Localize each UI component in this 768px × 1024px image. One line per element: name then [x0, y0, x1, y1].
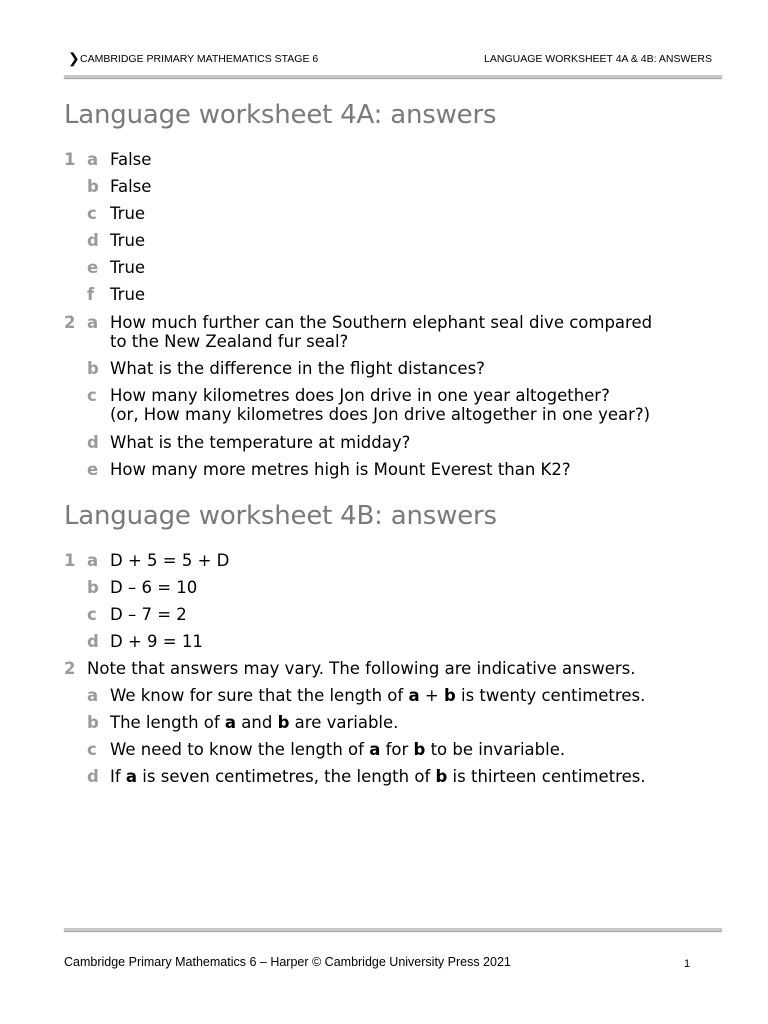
item-letter: b — [87, 578, 99, 597]
item-letter: d — [87, 433, 99, 452]
header-left-text: CAMBRIDGE PRIMARY MATHEMATICS STAGE 6 — [80, 53, 319, 65]
item-letter: a — [87, 313, 99, 332]
header-divider — [64, 75, 722, 78]
answer-text: We need to know the length of a for b to be invariable. — [110, 740, 566, 759]
answer-text: D + 9 = 11 — [110, 632, 203, 651]
item-letter: b — [87, 177, 99, 196]
item-letter: d — [87, 767, 99, 786]
item-letter: a — [87, 551, 99, 570]
item-letter: d — [87, 231, 99, 250]
section-a-title: Language worksheet 4A: answers — [64, 100, 497, 130]
item-letter: a — [87, 686, 99, 705]
item-letter: e — [87, 258, 99, 277]
item-letter: a — [87, 150, 99, 169]
item-letter: c — [87, 386, 97, 405]
page-header — [64, 51, 714, 69]
answer-text: True — [110, 204, 146, 223]
answer-text: (or, How many kilometres does Jon drive altogether in one year?) — [110, 405, 651, 424]
answer-text: How many more metres high is Mount Everest than K2? — [110, 460, 571, 479]
answer-text: D + 5 = 5 + D — [110, 551, 230, 570]
answer-text: How much further can the Southern elephant seal dive compared — [110, 313, 653, 332]
note-text: Note that answers may vary. The following are indicative answers. — [87, 659, 636, 678]
answer-text: We know for sure that the length of a + b is twenty centimetres. — [110, 686, 646, 705]
footer-divider — [64, 928, 722, 931]
answer-text: True — [110, 285, 146, 304]
item-letter: b — [87, 359, 99, 378]
question-number: 1 — [64, 551, 76, 570]
item-letter: f — [87, 285, 95, 304]
answer-text: How many kilometres does Jon drive in one year altogether? — [110, 386, 610, 405]
answer-text: If a is seven centimetres, the length of b is thirteen centimetres. — [110, 767, 646, 786]
answer-text: False — [110, 177, 152, 196]
item-letter: c — [87, 204, 97, 223]
question-number: 2 — [64, 313, 76, 332]
answer-text: D – 6 = 10 — [110, 578, 198, 597]
item-letter: b — [87, 713, 99, 732]
chevron-right-icon: ❯ — [68, 50, 80, 66]
answer-text: False — [110, 150, 152, 169]
question-number: 2 — [64, 659, 76, 678]
answer-text: D – 7 = 2 — [110, 605, 187, 624]
footer-text: Cambridge Primary Mathematics 6 – Harper © Cambridge University Press 2021 — [64, 955, 511, 969]
answer-text: True — [110, 258, 146, 277]
item-letter: e — [87, 460, 99, 479]
page-number: 1 — [684, 958, 691, 970]
answer-text: True — [110, 231, 146, 250]
section-b-title: Language worksheet 4B: answers — [64, 501, 497, 531]
question-number: 1 — [64, 150, 76, 169]
answer-text: The length of a and b are variable. — [110, 713, 399, 732]
item-letter: c — [87, 605, 97, 624]
answer-text: What is the temperature at midday? — [110, 433, 411, 452]
item-letter: d — [87, 632, 99, 651]
answer-text: to the New Zealand fur seal? — [110, 332, 349, 351]
answer-text: What is the difference in the flight distances? — [110, 359, 485, 378]
item-letter: c — [87, 740, 97, 759]
header-right-text: LANGUAGE WORKSHEET 4A & 4B: ANSWERS — [484, 53, 712, 65]
